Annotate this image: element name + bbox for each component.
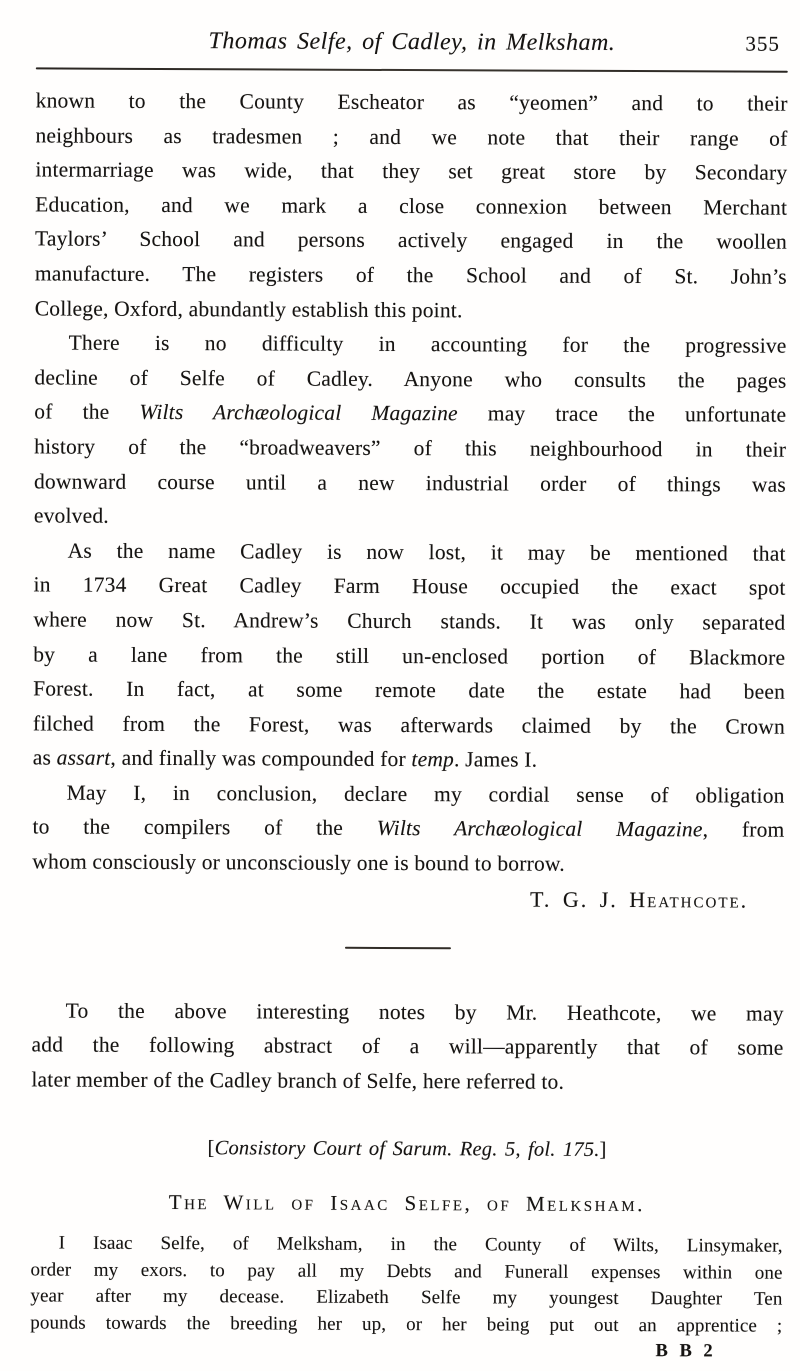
text-line: year after my decease. Elizabeth Selfe my youngest Daughter Ten [30, 1285, 783, 1310]
press-signature-mark: B B 2 [655, 1341, 717, 1362]
text-line: To the above interesting notes by Mr. Heathcote, we may [65, 998, 784, 1026]
text-line: in 1734 Great Cadley Farm House occupied the exact spot [33, 572, 786, 601]
text-line: history of the “broadweavers” of this neighbourhood in their [34, 434, 787, 462]
article-body [30, 83, 788, 1363]
text-line: whom consciously or unconsciously one is bound to borrow. [32, 849, 565, 876]
header-rule [36, 67, 788, 72]
page-content [30, 22, 788, 1363]
text-line: where now St. Andrew’s Church stands. It was only separated [33, 607, 786, 635]
text-line: There is no difficulty in accounting for the progressive [68, 330, 787, 358]
text-line: decline of Selfe of Cadley. Anyone who consults the pages [34, 365, 787, 393]
text-line: evolved. [33, 503, 109, 528]
text-line: pounds towards the breeding her up, or her being put out an apprentice ; [30, 1312, 783, 1337]
paragraph-cadley-now-lost [33, 533, 786, 778]
text-line: Forest. In fact, at some remote date the estate had been [33, 676, 786, 704]
running-head [36, 22, 788, 61]
author-signature: T. G. J. Heathcote. [529, 886, 749, 913]
paragraph-decline-of-selfe [34, 326, 787, 537]
page-number: 355 [745, 31, 780, 56]
text-line: later member of the Cadley branch of Selfe, here referred to. [31, 1067, 565, 1094]
text-line: by a lane from the still un-enclosed portion of Blackmore [33, 641, 786, 670]
text-line: of the Wilts Archæological Magazine may trace the unfortunate [34, 399, 787, 428]
text-line: [Consistory Court of Sarum. Reg. 5, fol. 175.] [207, 1137, 607, 1162]
paragraph-continued-from-previous-page [35, 83, 788, 328]
text-line: downward course until a new industrial order of things was [33, 468, 787, 497]
text-line: known to the County Escheator as “yeomen” and to their [35, 88, 788, 116]
court-reference [31, 1133, 783, 1166]
text-line: May I, in conclusion, declare my cordial sense of obligation [66, 780, 785, 808]
text-line: College, Oxford, abundantly establish this point. [34, 295, 463, 322]
text-line: I Isaac Selfe, of Melksham, in the County of Wilts, Linsymaker, [58, 1232, 783, 1258]
section-divider-rule [345, 946, 451, 948]
paragraph-conclusion [32, 775, 784, 882]
text-line: intermarriage was wide, that they set great store by Secondary [35, 157, 788, 185]
text-line: order my exors. to pay all my Debts and Funerall expenses within one [30, 1259, 783, 1284]
text-line: Education, and we mark a close connexion between Merchant [35, 192, 788, 220]
text-line: to the compilers of the Wilts Archæological Magazine, from [32, 814, 785, 843]
paragraph-will-abstract [30, 1231, 782, 1340]
paragraph-editor-note [31, 993, 783, 1100]
text-line: add the following abstract of a will—apparently that of some [31, 1032, 784, 1060]
text-line: manufacture. The registers of the School and of St. John’s [34, 261, 787, 289]
will-heading: The Will of Isaac Selfe, of Melksham. [168, 1190, 645, 1217]
text-line: neighbours as tradesmen ; and we note that their range of [35, 123, 788, 151]
text-line: Taylors’ School and persons actively engaged in the woollen [35, 226, 788, 255]
text-line: filched from the Forest, was afterwards claimed by the Crown [32, 711, 785, 739]
text-line: as assart, and finally was compounded for temp. James I. [32, 745, 538, 772]
running-title: Thomas Selfe, of Cadley, in Melksham. [208, 28, 616, 56]
text-line: As the name Cadley is now lost, it may be mentioned that [67, 538, 786, 566]
